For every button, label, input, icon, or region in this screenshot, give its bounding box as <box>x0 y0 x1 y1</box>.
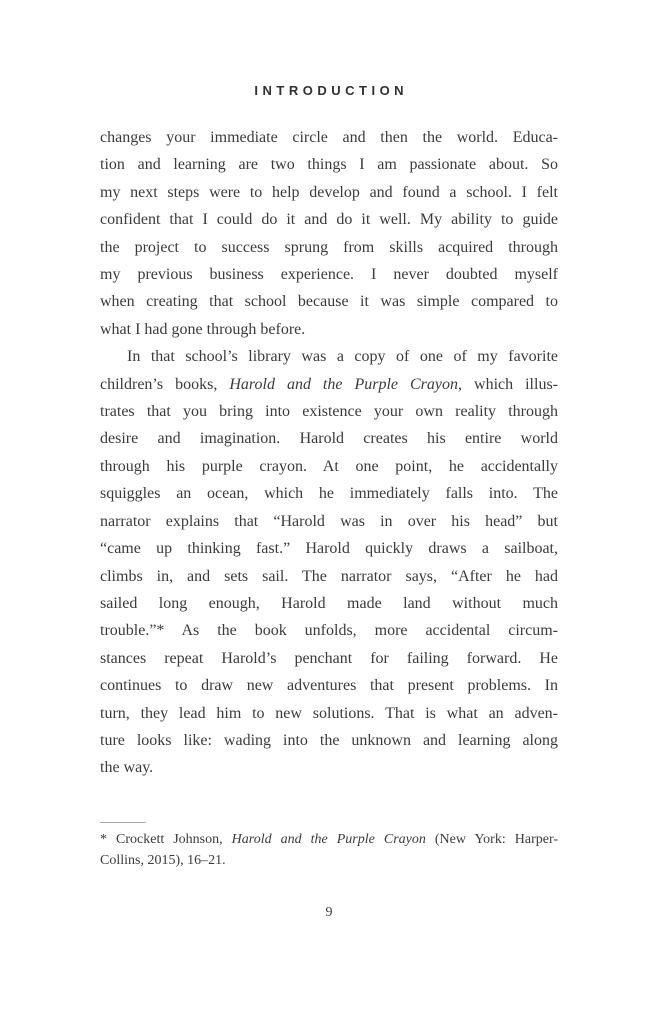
footnote-divider-rule <box>100 822 146 823</box>
footnote-line <box>100 851 558 872</box>
body-line-p2 <box>100 563 558 590</box>
text-segment: changes your immediate circle and then the world. Educa- <box>100 129 558 146</box>
body-line-p1 <box>100 316 558 343</box>
text-segment: , which illus- <box>458 375 558 393</box>
page-number: 9 <box>325 905 333 920</box>
text-segment: what I had gone through before. <box>100 320 306 338</box>
text-segment: Collins, 2015), 16–21. <box>100 852 226 868</box>
body-line-p1 <box>100 179 558 206</box>
text-segment: In that school’s library was a copy of one of my favorite <box>127 348 558 366</box>
text-segment: turn, they lead him to new solutions. That is what an adven- <box>100 704 558 722</box>
text-segment: “came up thinking fast.” Harold quickly draws a sailboat, <box>100 540 558 558</box>
body-line-p2 <box>100 727 558 754</box>
body-line-p1 <box>100 288 558 315</box>
book-title-italic: Harold and the Purple Crayon <box>231 832 426 847</box>
footnote-line <box>100 830 558 851</box>
body-text <box>100 124 558 782</box>
text-segment: sailed long enough, Harold made land without much <box>100 594 558 612</box>
body-line-p2 <box>100 645 558 672</box>
body-line-p2 <box>100 672 558 699</box>
text-segment: my next steps were to help develop and found a school. I felt <box>100 183 558 201</box>
text-segment: desire and imagination. Harold creates his entire world <box>100 430 558 448</box>
body-line-p2 <box>100 398 558 425</box>
text-segment: my previous business experience. I never doubted myself <box>100 266 558 284</box>
footnote-text <box>100 830 558 871</box>
text-segment: ture looks like: wading into the unknown and learning along <box>100 731 558 749</box>
body-line-p2 <box>100 617 558 644</box>
text-segment: children’s books, <box>100 375 230 393</box>
body-line-p2 <box>100 425 558 452</box>
text-segment: the way. <box>100 759 154 777</box>
book-title-italic: Harold and the Purple Crayon <box>229 375 459 393</box>
text-segment: trates that you bring into existence your own reality through <box>100 403 558 421</box>
body-line-p2 <box>100 535 558 562</box>
text-segment: * Crockett Johnson, <box>100 832 232 847</box>
body-line-p2 <box>100 700 558 727</box>
body-line-p1 <box>100 151 558 178</box>
body-line-p2 <box>100 371 558 398</box>
text-segment: trouble.”* As the book unfolds, more accidental circum- <box>100 622 558 640</box>
text-segment: the project to success sprung from skills acquired through <box>100 238 558 256</box>
body-line-p2 <box>100 754 558 781</box>
text-segment: through his purple crayon. At one point, he accidentally <box>100 457 558 475</box>
text-segment: squiggles an ocean, which he immediately falls into. The <box>100 485 558 503</box>
body-line-p1 <box>100 261 558 288</box>
body-line-p2 <box>100 453 558 480</box>
text-segment: (New York: Harper- <box>425 832 558 847</box>
text-segment: continues to draw new adventures that present problems. In <box>100 677 558 695</box>
body-line-p2 <box>100 590 558 617</box>
text-segment: narrator explains that “Harold was in over his head” but <box>100 512 558 530</box>
body-line-p1 <box>100 124 558 151</box>
text-segment: tion and learning are two things I am passionate about. So <box>100 156 558 174</box>
body-line-p2 <box>100 508 558 535</box>
text-segment: climbs in, and sets sail. The narrator says, “After he had <box>100 567 558 585</box>
body-line-p2 <box>100 480 558 507</box>
text-segment: confident that I could do it and do it well. My ability to guide <box>100 211 558 229</box>
running-head-title: INTRODUCTION <box>254 83 409 98</box>
footnote <box>100 822 558 871</box>
body-line-p1 <box>100 206 558 233</box>
text-segment: stances repeat Harold’s penchant for failing forward. He <box>100 649 558 667</box>
body-line-p1 <box>100 234 558 261</box>
text-segment: when creating that school because it was simple compared to <box>100 293 558 311</box>
body-line-p2 <box>100 343 558 370</box>
